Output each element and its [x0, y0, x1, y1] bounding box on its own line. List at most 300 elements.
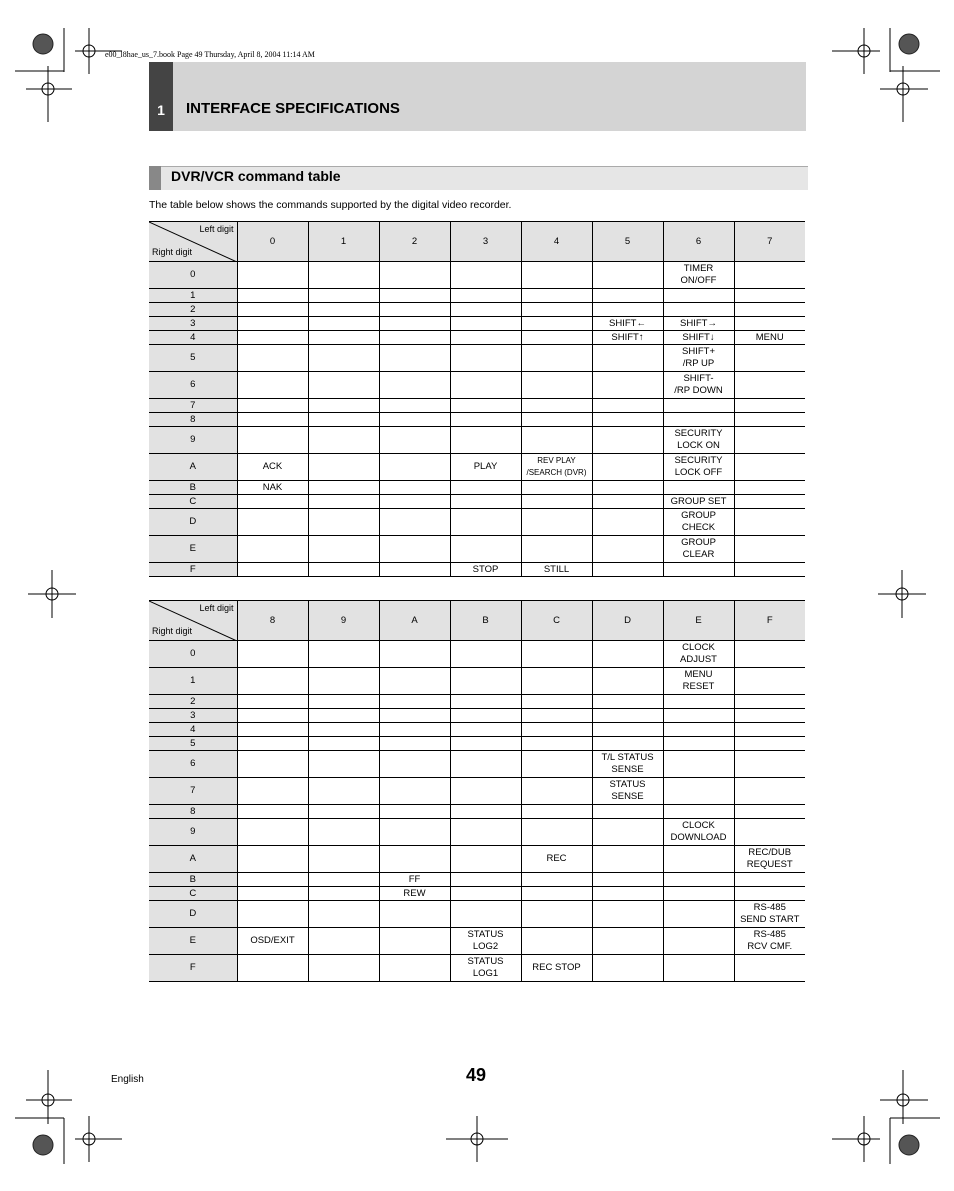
- command-cell: CLOCK ADJUST: [663, 641, 734, 668]
- command-cell: [592, 641, 663, 668]
- command-cell: [592, 413, 663, 427]
- command-cell: [592, 723, 663, 737]
- command-cell: [308, 873, 379, 887]
- command-cell: [734, 709, 805, 723]
- table-row: [149, 928, 805, 955]
- command-cell: [521, 345, 592, 372]
- command-cell: [734, 737, 805, 751]
- command-cell: [521, 901, 592, 928]
- command-cell: [379, 955, 450, 982]
- command-cell: [308, 372, 379, 399]
- column-header: 2: [379, 222, 450, 262]
- command-cell: [521, 887, 592, 901]
- command-cell: [663, 873, 734, 887]
- command-cell: [308, 413, 379, 427]
- command-cell: [450, 805, 521, 819]
- command-cell: SHIFT←: [592, 317, 663, 331]
- command-cell: MENU RESET: [663, 668, 734, 695]
- command-cell: [450, 846, 521, 873]
- command-cell: [663, 901, 734, 928]
- command-cell: [734, 289, 805, 303]
- row-label: 0: [149, 641, 237, 668]
- row-label: 0: [149, 262, 237, 289]
- command-cell: [592, 563, 663, 577]
- command-cell: [521, 723, 592, 737]
- command-cell: [450, 399, 521, 413]
- command-cell: [450, 262, 521, 289]
- command-cell: [308, 901, 379, 928]
- column-header: A: [379, 601, 450, 641]
- command-cell: [308, 723, 379, 737]
- command-cell: [734, 399, 805, 413]
- table-row: [149, 495, 805, 509]
- row-label: 6: [149, 751, 237, 778]
- footer-language: English: [111, 1074, 144, 1085]
- row-label: 1: [149, 668, 237, 695]
- table-row: [149, 303, 805, 317]
- command-cell: SHIFT+ /RP UP: [663, 345, 734, 372]
- command-cell: [521, 372, 592, 399]
- command-cell: [237, 399, 308, 413]
- section-marker: [149, 166, 161, 190]
- row-label: 1: [149, 289, 237, 303]
- column-header: F: [734, 601, 805, 641]
- command-cell: [308, 536, 379, 563]
- command-cell: [237, 372, 308, 399]
- table-row: [149, 481, 805, 495]
- command-cell: REC STOP: [521, 955, 592, 982]
- command-cell: [237, 289, 308, 303]
- column-header: 5: [592, 222, 663, 262]
- command-cell: [521, 641, 592, 668]
- command-cell: [308, 345, 379, 372]
- command-cell: STATUS SENSE: [592, 778, 663, 805]
- table-row: [149, 317, 805, 331]
- command-cell: ACK: [237, 454, 308, 481]
- command-cell: [450, 709, 521, 723]
- command-cell: [379, 819, 450, 846]
- command-cell: REV PLAY /SEARCH (DVR): [521, 454, 592, 481]
- command-cell: [379, 641, 450, 668]
- command-cell: [308, 495, 379, 509]
- command-cell: [592, 481, 663, 495]
- command-cell: [592, 805, 663, 819]
- column-header: E: [663, 601, 734, 641]
- table-row: [149, 641, 805, 668]
- command-cell: [379, 509, 450, 536]
- column-header: 1: [308, 222, 379, 262]
- command-table-0-7: [149, 221, 805, 577]
- command-cell: [592, 709, 663, 723]
- command-cell: [450, 668, 521, 695]
- file-info: e00_l8hae_us_7.book Page 49 Thursday, April 8, 2004 11:14 AM: [105, 50, 315, 59]
- command-cell: [379, 805, 450, 819]
- row-label: 4: [149, 723, 237, 737]
- command-cell: [521, 709, 592, 723]
- command-cell: [379, 303, 450, 317]
- command-cell: PLAY: [450, 454, 521, 481]
- command-cell: [450, 751, 521, 778]
- command-cell: [237, 737, 308, 751]
- command-cell: [663, 751, 734, 778]
- command-cell: [450, 289, 521, 303]
- command-cell: [308, 481, 379, 495]
- row-label: D: [149, 901, 237, 928]
- table-row: [149, 413, 805, 427]
- table-header-row: [149, 601, 805, 641]
- command-cell: [521, 873, 592, 887]
- command-cell: [592, 345, 663, 372]
- table-row: [149, 901, 805, 928]
- command-cell: [734, 509, 805, 536]
- command-cell: [663, 723, 734, 737]
- command-cell: [592, 427, 663, 454]
- command-cell: [521, 331, 592, 345]
- command-cell: [450, 413, 521, 427]
- command-cell: [521, 289, 592, 303]
- command-cell: [592, 509, 663, 536]
- command-cell: [237, 668, 308, 695]
- command-cell: CLOCK DOWNLOAD: [663, 819, 734, 846]
- command-cell: [663, 805, 734, 819]
- command-cell: [379, 778, 450, 805]
- command-cell: [379, 262, 450, 289]
- command-cell: [379, 901, 450, 928]
- command-cell: MENU: [734, 331, 805, 345]
- command-cell: [237, 509, 308, 536]
- command-cell: [379, 345, 450, 372]
- command-cell: [237, 413, 308, 427]
- command-cell: [521, 668, 592, 695]
- row-label: F: [149, 563, 237, 577]
- command-cell: [521, 413, 592, 427]
- command-cell: SHIFT↑: [592, 331, 663, 345]
- corner-cell: [149, 222, 237, 262]
- command-cell: [237, 723, 308, 737]
- row-label: 5: [149, 345, 237, 372]
- command-cell: [237, 563, 308, 577]
- command-cell: [237, 846, 308, 873]
- command-cell: REC: [521, 846, 592, 873]
- command-cell: [237, 262, 308, 289]
- command-cell: [592, 737, 663, 751]
- table-row: [149, 873, 805, 887]
- command-cell: GROUP SET: [663, 495, 734, 509]
- table-row: [149, 536, 805, 563]
- command-cell: [450, 345, 521, 372]
- command-cell: [237, 495, 308, 509]
- command-cell: [663, 399, 734, 413]
- command-cell: [308, 331, 379, 345]
- command-cell: [592, 887, 663, 901]
- right-digit-label: Right digit: [152, 626, 193, 636]
- command-cell: [734, 668, 805, 695]
- command-cell: [521, 481, 592, 495]
- command-cell: [379, 481, 450, 495]
- command-cell: [308, 709, 379, 723]
- command-cell: [237, 536, 308, 563]
- command-cell: [734, 805, 805, 819]
- intro-text: The table below shows the commands supported by the digital video recorder.: [149, 199, 512, 211]
- command-cell: [308, 563, 379, 577]
- command-cell: [734, 345, 805, 372]
- command-cell: SHIFT↓: [663, 331, 734, 345]
- command-cell: [379, 536, 450, 563]
- table-row: [149, 887, 805, 901]
- column-header: 8: [237, 601, 308, 641]
- command-cell: [379, 454, 450, 481]
- command-cell: RS-485 RCV CMF.: [734, 928, 805, 955]
- command-cell: OSD/EXIT: [237, 928, 308, 955]
- command-cell: [734, 481, 805, 495]
- row-label: A: [149, 846, 237, 873]
- command-cell: [663, 413, 734, 427]
- command-cell: [308, 668, 379, 695]
- column-header: 3: [450, 222, 521, 262]
- command-cell: [450, 819, 521, 846]
- row-label: 4: [149, 331, 237, 345]
- command-cell: [734, 723, 805, 737]
- command-cell: [450, 901, 521, 928]
- command-cell: [308, 317, 379, 331]
- table-row: [149, 737, 805, 751]
- table-row: [149, 695, 805, 709]
- command-cell: [663, 778, 734, 805]
- command-cell: [237, 695, 308, 709]
- column-header: B: [450, 601, 521, 641]
- command-cell: [450, 509, 521, 536]
- row-label: C: [149, 887, 237, 901]
- command-cell: [663, 481, 734, 495]
- command-cell: [521, 737, 592, 751]
- command-cell: STATUS LOG1: [450, 955, 521, 982]
- command-cell: [521, 695, 592, 709]
- command-cell: [734, 372, 805, 399]
- command-cell: [521, 778, 592, 805]
- command-cell: [663, 846, 734, 873]
- row-label: 7: [149, 778, 237, 805]
- command-cell: [521, 317, 592, 331]
- command-cell: [734, 641, 805, 668]
- command-cell: [663, 887, 734, 901]
- command-cell: [237, 345, 308, 372]
- command-cell: [237, 751, 308, 778]
- command-cell: [237, 887, 308, 901]
- command-cell: [237, 303, 308, 317]
- command-cell: [450, 331, 521, 345]
- command-cell: [450, 372, 521, 399]
- command-cell: [663, 303, 734, 317]
- command-cell: [663, 289, 734, 303]
- command-cell: [379, 427, 450, 454]
- command-cell: [379, 317, 450, 331]
- command-cell: [592, 846, 663, 873]
- command-cell: GROUP CLEAR: [663, 536, 734, 563]
- command-cell: [663, 928, 734, 955]
- command-cell: TIMER ON/OFF: [663, 262, 734, 289]
- table-row: [149, 778, 805, 805]
- command-cell: [663, 695, 734, 709]
- row-label: 9: [149, 427, 237, 454]
- command-cell: [450, 723, 521, 737]
- command-cell: [450, 303, 521, 317]
- command-cell: STATUS LOG2: [450, 928, 521, 955]
- command-cell: [308, 805, 379, 819]
- row-label: F: [149, 955, 237, 982]
- command-cell: [450, 737, 521, 751]
- row-label: 6: [149, 372, 237, 399]
- chapter-number: 1: [149, 62, 173, 131]
- row-label: 9: [149, 819, 237, 846]
- command-cell: [450, 778, 521, 805]
- command-cell: GROUP CHECK: [663, 509, 734, 536]
- table-row: [149, 509, 805, 536]
- command-cell: [450, 495, 521, 509]
- command-cell: [379, 413, 450, 427]
- command-cell: [379, 563, 450, 577]
- table-row: [149, 563, 805, 577]
- command-cell: [592, 262, 663, 289]
- table-row: [149, 454, 805, 481]
- command-cell: [592, 495, 663, 509]
- header-bar: [149, 62, 806, 131]
- command-cell: [592, 928, 663, 955]
- command-cell: [237, 778, 308, 805]
- command-cell: [308, 289, 379, 303]
- command-table-8-F: [149, 600, 805, 982]
- command-cell: [450, 536, 521, 563]
- command-cell: [308, 303, 379, 317]
- command-cell: [237, 955, 308, 982]
- table-row: [149, 331, 805, 345]
- command-cell: [734, 536, 805, 563]
- command-cell: [308, 778, 379, 805]
- table-header-row: [149, 222, 805, 262]
- command-cell: [734, 303, 805, 317]
- command-cell: [308, 846, 379, 873]
- command-cell: [379, 331, 450, 345]
- command-cell: [450, 641, 521, 668]
- command-cell: [734, 695, 805, 709]
- row-label: 5: [149, 737, 237, 751]
- command-cell: [308, 819, 379, 846]
- command-cell: [308, 454, 379, 481]
- command-cell: [308, 737, 379, 751]
- command-cell: [592, 955, 663, 982]
- command-cell: [734, 262, 805, 289]
- command-cell: [521, 751, 592, 778]
- row-label: 3: [149, 317, 237, 331]
- command-cell: [308, 695, 379, 709]
- command-cell: [521, 427, 592, 454]
- command-cell: [450, 873, 521, 887]
- command-cell: [734, 454, 805, 481]
- section-title: DVR/VCR command table: [171, 168, 341, 184]
- command-cell: [379, 695, 450, 709]
- command-cell: [379, 846, 450, 873]
- row-label: C: [149, 495, 237, 509]
- row-label: 3: [149, 709, 237, 723]
- command-cell: [734, 495, 805, 509]
- table-row: [149, 399, 805, 413]
- command-cell: [237, 873, 308, 887]
- command-cell: [308, 399, 379, 413]
- command-cell: [379, 723, 450, 737]
- command-cell: SHIFT→: [663, 317, 734, 331]
- command-cell: [379, 289, 450, 303]
- command-cell: [237, 427, 308, 454]
- command-cell: T/L STATUS SENSE: [592, 751, 663, 778]
- command-cell: [663, 709, 734, 723]
- command-cell: [592, 901, 663, 928]
- command-cell: SHIFT- /RP DOWN: [663, 372, 734, 399]
- command-cell: [734, 317, 805, 331]
- command-cell: NAK: [237, 481, 308, 495]
- row-label: 7: [149, 399, 237, 413]
- table-row: [149, 819, 805, 846]
- row-label: 8: [149, 413, 237, 427]
- command-cell: [308, 641, 379, 668]
- command-cell: [734, 751, 805, 778]
- table-row: [149, 262, 805, 289]
- command-cell: [592, 289, 663, 303]
- command-cell: [734, 427, 805, 454]
- command-cell: [379, 709, 450, 723]
- command-cell: [734, 873, 805, 887]
- command-cell: [237, 805, 308, 819]
- column-header: 0: [237, 222, 308, 262]
- corner-cell: [149, 601, 237, 641]
- right-digit-label: Right digit: [152, 247, 193, 257]
- command-cell: [521, 495, 592, 509]
- command-cell: [379, 372, 450, 399]
- table-row: [149, 289, 805, 303]
- command-cell: [521, 399, 592, 413]
- row-label: E: [149, 928, 237, 955]
- command-cell: [308, 928, 379, 955]
- column-header: 7: [734, 222, 805, 262]
- command-cell: [237, 709, 308, 723]
- command-cell: [237, 901, 308, 928]
- command-cell: [592, 536, 663, 563]
- command-cell: RS-485 SEND START: [734, 901, 805, 928]
- command-cell: STILL: [521, 563, 592, 577]
- command-cell: [237, 641, 308, 668]
- table-row: [149, 427, 805, 454]
- command-cell: [521, 509, 592, 536]
- column-header: 6: [663, 222, 734, 262]
- command-cell: [663, 737, 734, 751]
- table-row: [149, 846, 805, 873]
- command-cell: REC/DUB REQUEST: [734, 846, 805, 873]
- command-cell: [521, 928, 592, 955]
- command-cell: [592, 695, 663, 709]
- command-cell: [734, 778, 805, 805]
- command-cell: [734, 819, 805, 846]
- column-header: D: [592, 601, 663, 641]
- command-cell: [450, 887, 521, 901]
- chapter-title: INTERFACE SPECIFICATIONS: [186, 100, 400, 117]
- row-label: A: [149, 454, 237, 481]
- command-cell: [450, 317, 521, 331]
- table-row: [149, 668, 805, 695]
- column-header: C: [521, 601, 592, 641]
- command-cell: [379, 668, 450, 695]
- command-cell: [379, 751, 450, 778]
- command-cell: [663, 955, 734, 982]
- command-cell: [592, 454, 663, 481]
- command-cell: [308, 262, 379, 289]
